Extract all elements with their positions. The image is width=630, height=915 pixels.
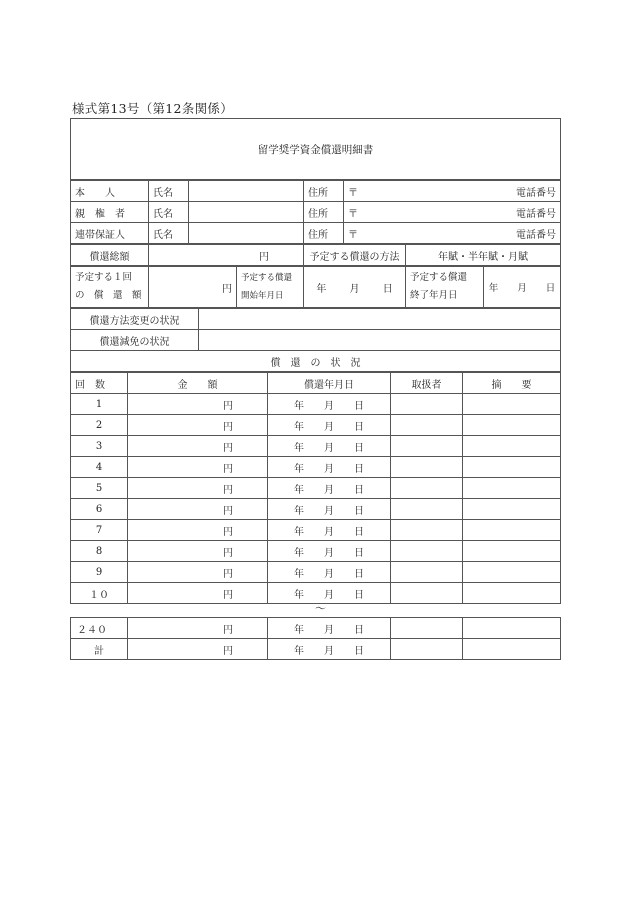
phone-label: 電話番号 [516, 187, 556, 199]
year-unit: 年 [294, 526, 304, 538]
year-unit: 年 [294, 568, 304, 580]
tail-table [70, 617, 561, 660]
handler-field[interactable] [391, 583, 463, 604]
day-unit: 日 [354, 505, 364, 517]
end-label-line1: 予定する償還 [410, 272, 468, 283]
table-row [71, 541, 561, 562]
date-field[interactable] [268, 618, 391, 639]
summary-field[interactable] [463, 618, 561, 639]
year-unit: 年 [294, 421, 304, 433]
summary-field[interactable] [463, 583, 561, 604]
summary-field[interactable] [463, 520, 561, 541]
amount-field[interactable] [128, 562, 268, 583]
date-field[interactable] [268, 520, 391, 541]
amount-field[interactable] [128, 583, 268, 604]
year-unit: 年 [294, 589, 304, 601]
day-unit: 日 [354, 589, 364, 601]
amount-field[interactable] [128, 618, 268, 639]
person-role: 親 権 者 [71, 202, 149, 223]
summary-field[interactable] [463, 415, 561, 436]
address-label: 住所 [304, 181, 344, 202]
amount-field[interactable] [128, 478, 268, 499]
row-count: 3 [71, 436, 128, 457]
yen-unit: 円 [223, 547, 233, 559]
month-unit: 月 [324, 568, 334, 580]
handler-field[interactable] [391, 541, 463, 562]
address-field[interactable] [344, 202, 561, 223]
handler-field[interactable] [391, 415, 463, 436]
amount-field[interactable] [128, 639, 268, 660]
change-label: 償還方法変更の状況 [71, 309, 199, 330]
tail-body [71, 618, 561, 660]
change-row [71, 309, 561, 330]
name-label: 氏名 [149, 181, 189, 202]
handler-field[interactable] [391, 520, 463, 541]
row-count: 7 [71, 520, 128, 541]
total-table [70, 244, 561, 266]
total-label: 償還総額 [71, 245, 149, 266]
per-payment-label [71, 267, 149, 308]
yen-unit: 円 [223, 463, 233, 475]
per-payment-amount-field[interactable] [149, 267, 237, 308]
summary-field[interactable] [463, 457, 561, 478]
summary-field[interactable] [463, 478, 561, 499]
month-unit: 月 [324, 505, 334, 517]
month-unit: 月 [324, 400, 334, 412]
date-field[interactable] [268, 436, 391, 457]
schedule-row [71, 267, 561, 308]
month-unit: 月 [324, 442, 334, 454]
year-unit: 年 [294, 624, 304, 636]
person-row-self [71, 181, 561, 202]
day-unit: 日 [545, 283, 556, 294]
handler-field[interactable] [391, 457, 463, 478]
day-unit: 日 [354, 463, 364, 475]
yen-unit: 円 [223, 624, 233, 636]
amount-field[interactable] [128, 499, 268, 520]
yen-unit: 円 [223, 505, 233, 517]
table-row [71, 478, 561, 499]
per-payment-label-line1: 予定する１回 [75, 272, 133, 283]
row-count: １０ [71, 583, 128, 604]
person-row-guarantor [71, 223, 561, 244]
address-label: 住所 [304, 202, 344, 223]
month-unit: 月 [324, 484, 334, 496]
day-unit: 日 [354, 526, 364, 538]
day-unit: 日 [354, 421, 364, 433]
handler-field[interactable] [391, 618, 463, 639]
amount-field[interactable] [128, 457, 268, 478]
day-unit: 日 [354, 484, 364, 496]
end-date-field[interactable] [484, 267, 561, 308]
day-unit: 日 [382, 283, 393, 295]
amount-field[interactable] [128, 436, 268, 457]
yen-unit: 円 [223, 589, 233, 601]
start-date-field[interactable] [304, 267, 406, 308]
name-field[interactable] [189, 223, 304, 244]
amount-field[interactable] [128, 415, 268, 436]
yen-unit: 円 [223, 484, 233, 496]
handler-field[interactable] [391, 639, 463, 660]
end-date-label [406, 267, 484, 308]
year-unit: 年 [316, 283, 327, 295]
table-row [71, 457, 561, 478]
method-label: 予定する償還の方法 [304, 245, 406, 266]
postal-mark: 〒 [348, 187, 358, 199]
amount-field[interactable] [128, 520, 268, 541]
col-date: 償還年月日 [268, 373, 391, 394]
month-unit: 月 [324, 589, 334, 601]
person-role: 連帯保証人 [71, 223, 149, 244]
day-unit: 日 [354, 624, 364, 636]
statement-table [70, 118, 561, 180]
date-field[interactable] [268, 639, 391, 660]
handler-field[interactable] [391, 478, 463, 499]
persons-table [70, 180, 561, 244]
row-count: 計 [71, 639, 128, 660]
handler-field[interactable] [391, 499, 463, 520]
summary-field[interactable] [463, 436, 561, 457]
start-label-line2: 開始年月日 [241, 291, 284, 301]
month-unit: 月 [324, 624, 334, 636]
row-count: ２４０ [71, 618, 128, 639]
date-field[interactable] [268, 541, 391, 562]
table-row [71, 415, 561, 436]
month-unit: 月 [324, 463, 334, 475]
per-payment-label-line2: の 償 還 額 [75, 290, 142, 301]
year-unit: 年 [294, 645, 304, 657]
yen-unit: 円 [222, 283, 232, 295]
tail-section [70, 617, 560, 660]
yen-unit: 円 [223, 400, 233, 412]
summary-field[interactable] [463, 541, 561, 562]
date-field[interactable] [268, 583, 391, 604]
summary-field[interactable] [463, 562, 561, 583]
summary-field[interactable] [463, 499, 561, 520]
year-unit: 年 [294, 505, 304, 517]
schedule-table [70, 266, 561, 308]
person-role: 本 人 [71, 181, 149, 202]
amount-field[interactable] [128, 394, 268, 415]
yen-unit: 円 [259, 251, 269, 263]
end-label-line2: 終了年月日 [410, 290, 458, 301]
handler-field[interactable] [391, 394, 463, 415]
postal-mark: 〒 [348, 208, 358, 220]
month-unit: 月 [349, 283, 360, 295]
month-unit: 月 [324, 547, 334, 559]
date-field[interactable] [268, 478, 391, 499]
start-date-label [237, 267, 304, 308]
reduction-label: 償還減免の状況 [71, 330, 199, 351]
form-number-label: 様式第13号（第12条関係） [72, 101, 234, 116]
payment-history-table [70, 372, 561, 604]
col-amount: 金 額 [128, 373, 268, 394]
col-count: 回 数 [71, 373, 128, 394]
table-row [71, 520, 561, 541]
day-unit: 日 [354, 645, 364, 657]
day-unit: 日 [354, 568, 364, 580]
summary-field[interactable] [463, 394, 561, 415]
amount-field[interactable] [128, 541, 268, 562]
history-header-row [71, 373, 561, 394]
month-unit: 月 [324, 645, 334, 657]
handler-field[interactable] [391, 436, 463, 457]
table-row [71, 436, 561, 457]
address-field[interactable] [344, 223, 561, 244]
address-label: 住所 [304, 223, 344, 244]
date-field[interactable] [268, 457, 391, 478]
history-body [71, 394, 561, 604]
name-field[interactable] [189, 181, 304, 202]
year-unit: 年 [294, 400, 304, 412]
handler-field[interactable] [391, 562, 463, 583]
month-unit: 月 [517, 283, 527, 294]
date-field[interactable] [268, 562, 391, 583]
summary-field[interactable] [463, 639, 561, 660]
row-count: 9 [71, 562, 128, 583]
status-header: 償 還 の 状 況 [71, 351, 561, 372]
col-handler: 取扱者 [391, 373, 463, 394]
status-header-row [71, 351, 561, 372]
yen-unit: 円 [223, 442, 233, 454]
yen-unit: 円 [223, 526, 233, 538]
table-row [71, 639, 561, 660]
month-unit: 月 [324, 421, 334, 433]
table-row [71, 618, 561, 639]
day-unit: 日 [354, 547, 364, 559]
postal-mark: 〒 [348, 229, 358, 241]
row-count: 1 [71, 394, 128, 415]
person-row-guardian [71, 202, 561, 223]
status-notes-table [70, 308, 561, 372]
table-row [71, 394, 561, 415]
address-field[interactable] [344, 181, 561, 202]
form-title: 留学奨学資金償還明細書 [71, 119, 561, 180]
date-field[interactable] [268, 415, 391, 436]
year-unit: 年 [294, 442, 304, 454]
year-unit: 年 [488, 283, 499, 294]
continuation-tilde: ～ [315, 602, 326, 615]
col-summary: 摘 要 [463, 373, 561, 394]
row-count: 5 [71, 478, 128, 499]
name-label: 氏名 [149, 202, 189, 223]
day-unit: 日 [354, 400, 364, 412]
method-options[interactable]: 年賦・半年賦・月賦 [406, 245, 561, 266]
start-label-line1: 予定する償還 [241, 273, 293, 283]
table-row [71, 562, 561, 583]
name-field[interactable] [189, 202, 304, 223]
statement-form [70, 118, 560, 604]
year-unit: 年 [294, 484, 304, 496]
row-count: 8 [71, 541, 128, 562]
row-count: 6 [71, 499, 128, 520]
date-field[interactable] [268, 499, 391, 520]
reduction-field[interactable] [199, 330, 561, 351]
row-count: 4 [71, 457, 128, 478]
yen-unit: 円 [223, 421, 233, 433]
reduction-row [71, 330, 561, 351]
table-row [71, 499, 561, 520]
total-row [71, 245, 561, 266]
name-label: 氏名 [149, 223, 189, 244]
yen-unit: 円 [223, 568, 233, 580]
yen-unit: 円 [223, 645, 233, 657]
date-field[interactable] [268, 394, 391, 415]
phone-label: 電話番号 [516, 229, 556, 241]
phone-label: 電話番号 [516, 208, 556, 220]
total-amount-field[interactable] [149, 245, 304, 266]
year-unit: 年 [294, 463, 304, 475]
year-unit: 年 [294, 547, 304, 559]
day-unit: 日 [354, 442, 364, 454]
change-field[interactable] [199, 309, 561, 330]
row-count: 2 [71, 415, 128, 436]
month-unit: 月 [324, 526, 334, 538]
